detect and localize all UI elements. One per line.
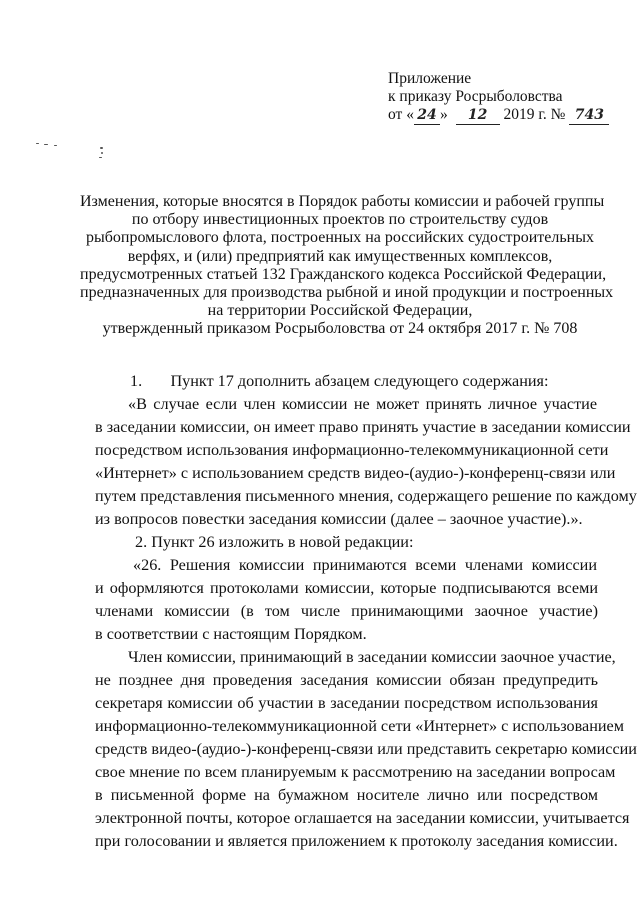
document-title bbox=[80, 193, 614, 339]
paragraph-line: «В случае если член комиссии не может принять личное участие bbox=[128, 395, 597, 413]
paragraph-line: секретаря комиссии об участии в заседании посредством использования bbox=[95, 694, 598, 712]
paragraph-line: в заседании комиссии, он имеет право принять участие в заседании комиссии bbox=[95, 418, 631, 436]
item-2-heading: 2. Пункт 26 изложить в новой редакции: bbox=[135, 533, 414, 551]
title-line: верфях, и (или) предприятий как имущественных комплексов, bbox=[127, 247, 553, 265]
title-line: на территории Российской Федерации, bbox=[207, 302, 473, 320]
paragraph-line: электронной почты, которое оглашается на заседании комиссии, учитывается bbox=[95, 809, 630, 827]
title-line: предусмотренных статьей 132 Гражданского кодекса Российской Федерации, bbox=[80, 265, 607, 283]
order-date-line bbox=[388, 106, 628, 125]
paragraph-line: не позднее дня проведения заседания комиссии обязан предупредить bbox=[95, 671, 598, 689]
date-quote-close: » bbox=[439, 106, 448, 123]
title-line: Изменения, которые вносятся в Порядок работы комиссии и рабочей группы bbox=[80, 193, 605, 210]
scan-speck bbox=[44, 144, 48, 145]
handwritten-month: 12 bbox=[456, 106, 500, 125]
paragraph-line: в соответствии с настоящим Порядком. bbox=[95, 625, 367, 643]
paragraph-line: путем представления письменного мнения, содержащего решение по каждому bbox=[95, 487, 637, 505]
paragraph-line: средств видео-(аудио-)-конференц-связи или представить секретарю комиссии bbox=[95, 740, 637, 758]
paragraph-line: из вопросов повестки заседания комиссии (далее – заочное участие).». bbox=[95, 510, 583, 528]
paragraph-line: Член комиссии, принимающий в заседании комиссии заочное участие, bbox=[128, 648, 616, 666]
paragraph-line: при голосовании и является приложением к протоколу заседания комиссии. bbox=[95, 832, 618, 850]
scan-speck bbox=[101, 152, 103, 154]
paragraph-line: в письменной форме на бумажном носителе лично или посредством bbox=[95, 786, 598, 804]
paragraph-line: членами комиссии (в том числе принимающими заочное участие) bbox=[95, 602, 598, 620]
paragraph-line: «Интернет» с использованием средств видео-(аудио-)-конференц-связи или bbox=[95, 464, 616, 482]
appendix-label: Приложение bbox=[388, 70, 472, 87]
date-prefix: от « bbox=[388, 106, 414, 123]
title-line: предназначенных для производства рыбной и иной продукции и построенных bbox=[80, 284, 614, 302]
paragraph-line: информационно-телекоммуникационной сети «Интернет» с использованием bbox=[95, 717, 624, 735]
title-line: утвержденный приказом Росрыболовства от 24 октября 2017 г. № 708 bbox=[102, 320, 578, 338]
year-and-number-label: 2019 г. № bbox=[503, 106, 566, 123]
handwritten-day: 24 bbox=[414, 106, 440, 125]
paragraph-line: посредством использования информационно-телекоммуникационной сети bbox=[95, 441, 609, 459]
scan-speck bbox=[99, 157, 102, 158]
item-1-heading: 1. Пункт 17 дополнить абзацем следующего содержания: bbox=[130, 372, 549, 390]
order-reference: к приказу Росрыболовства bbox=[388, 88, 563, 105]
handwritten-number: 743 bbox=[569, 106, 609, 125]
title-line: рыбопромыслового флота, построенных на российских судостроительных bbox=[86, 229, 594, 247]
scan-speck bbox=[54, 145, 57, 146]
scan-speck bbox=[36, 143, 39, 144]
appendix-header bbox=[388, 70, 628, 125]
paragraph-line: свое мнение по всем планируемым к рассмотрению на заседании вопросам bbox=[95, 763, 616, 781]
scan-speck bbox=[100, 147, 103, 149]
paragraph-line: «26. Решения комиссии принимаются всеми членами комиссии bbox=[133, 556, 597, 574]
title-line: по отбору инвестиционных проектов по строительству судов bbox=[131, 211, 549, 229]
paragraph-line: и оформляются протоколами комиссии, которые подписываются всеми bbox=[95, 579, 598, 597]
